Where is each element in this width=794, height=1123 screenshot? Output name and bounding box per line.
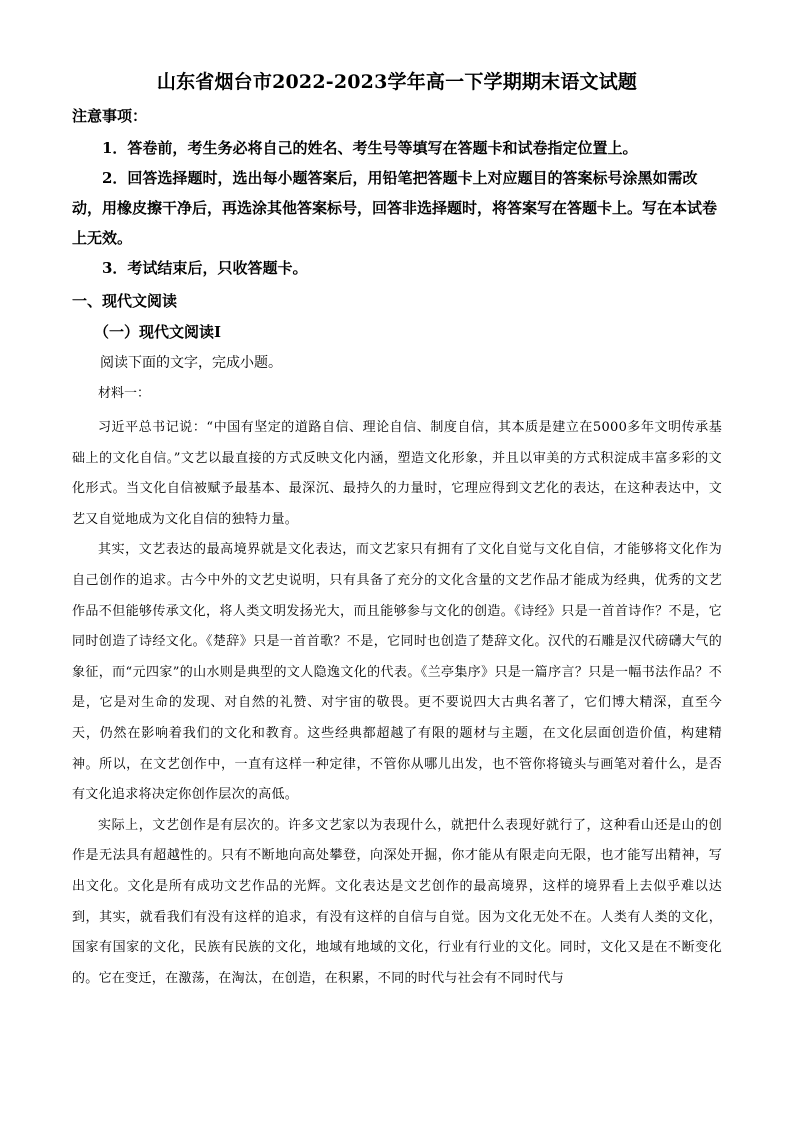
paragraph-2: 其实，文艺表达的最高境界就是文化表达，而文艺家只有拥有了文化自觉与文化自信，才能够将文化作为自己创作的追求。古今中外的文艺史说明，只有具备了充分的文化含量的文艺作品才能成为经典，优秀的文艺作品不但能够传承文化，将人类文明发扬光大，而且能够参与文化的创造。《诗经》只是一首首诗作？不是，它同时创造了诗经文化。《楚辞》只是一首首歌？不是，它同时也创造了楚辞文化。汉代的石雕是汉代磅礴大气的象征，而“元四家”的山水则是典型的文人隐逸文化的代表。《兰亭集序》只是一篇序言？只是一幅书法作品？不是，它是对生命的发现、对自然的礼赞、对宇宙的敬畏。更不要说四大古典名著了，它们博大精深，直至今天，仍然在影响着我们的文化和教育。这些经典都超越了有限的题材与主题，在文化层面创造价值，构建精神。所以，在文艺创作中，一直有这样一种定律，不管你从哪儿出发，也不管你将镜头与画笔对着什么，是否有文化追求将决定你创作层次的高低。 (72, 542, 722, 803)
notice-item-2: 2．回答选择题时，选出每小题答案后，用铅笔把答题卡上对应题目的答案标号涂黑如需改动，用橡皮擦干净后，再选涂其他答案标号，回答非选择题时，将答案写在答题卡上。写在本试卷上无效。 (72, 169, 718, 247)
notice-heading: 注意事项： (72, 107, 148, 125)
paragraph-3: 实际上，文艺创作是有层次的。许多文艺家以为表现什么，就把什么表现好就行了，这种看山还是山的创作是无法具有超越性的。只有不断地向高处攀登，向深处开掘，你才能从有限走向无限，也才能写出精神，写出文化。文化是所有成功文艺作品的光辉。文化表达是文艺创作的最高境界，这样的境界看上去似乎难以达到，其实，就看我们有没有这样的追求，有没有这样的自信与自觉。因为文化无处不在。人类有人类的文化，国家有国家的文化，民族有民族的文化，地域有地域的文化，行业有行业的文化。同时，文化又是在不断变化的。它在变迁，在激荡，在淘汰，在创造，在积累，不同的时代与社会有不同时代与 (72, 817, 722, 986)
notice-item-3: 3．考试结束后，只收答题卡。 (102, 259, 308, 277)
reading-instruction: 阅读下面的文字，完成小题。 (100, 355, 282, 371)
paragraph-1: 习近平总书记说：“中国有坚定的道路自信、理论自信、制度自信，其本质是建立在5000多年文明传承基础上的文化自信。”文艺以最直接的方式反映文化内涵，塑造文化形象，并且以审美的方式积淀成丰富多彩的文化形式。当文化自信被赋予最基本、最深沉、最持久的力量时，它理应得到文艺化的表达，在这种表达中，文艺又自觉地成为文化自信的独特力量。 (72, 420, 722, 527)
subsection-title: （一）现代文阅读Ⅰ (94, 323, 222, 341)
page-title: 山东省烟台市2022-2023学年高一下学期期末语文试题 (156, 71, 638, 93)
section-title: 一、现代文阅读 (72, 292, 178, 310)
material-label: 材料一： (98, 386, 151, 401)
notice-item-1: 1．答卷前，考生务必将自己的姓名、考生号等填写在答题卡和试卷指定位置上。 (102, 139, 638, 157)
